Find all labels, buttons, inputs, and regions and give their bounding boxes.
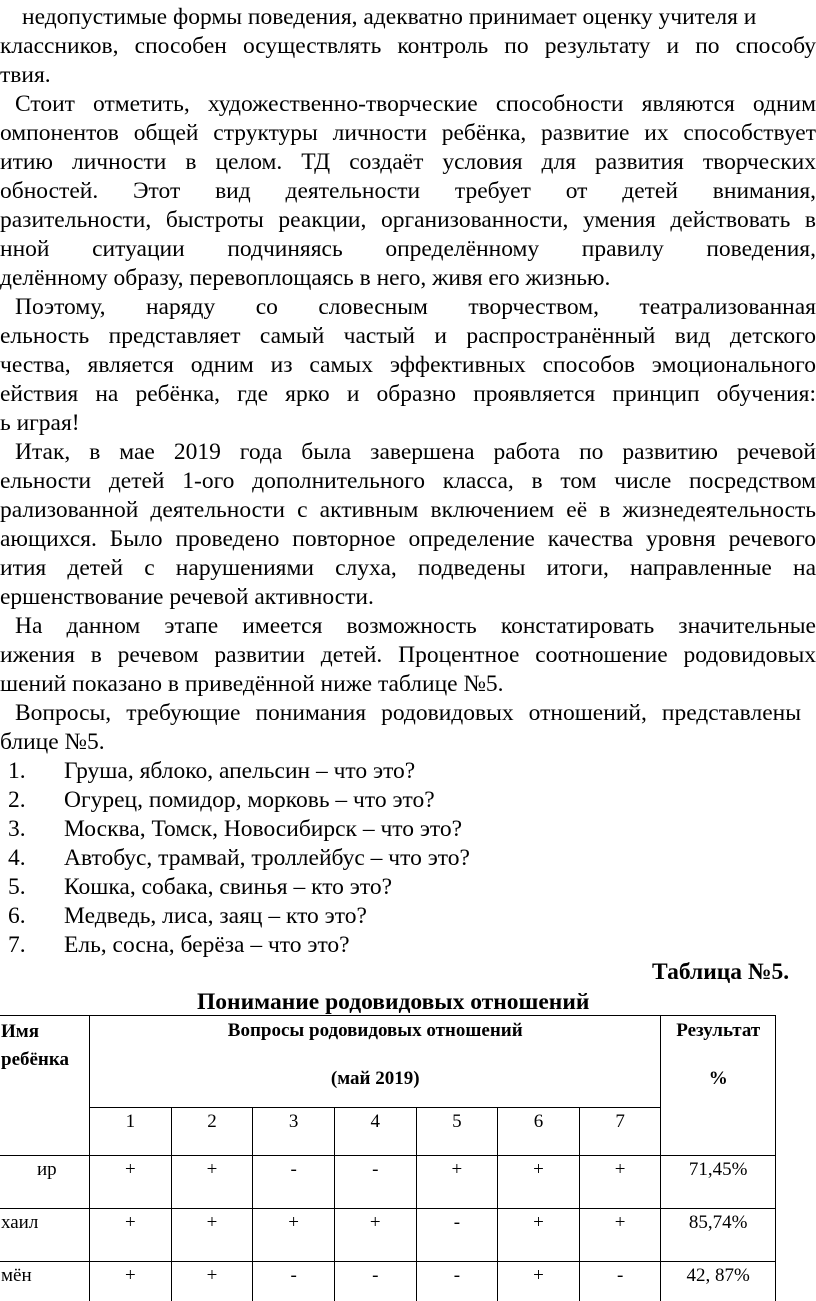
question-number: 3 bbox=[253, 1108, 335, 1156]
list-item: Ель, сосна, берёза – что это? bbox=[64, 932, 350, 958]
result-header-unit: % bbox=[708, 1068, 728, 1089]
result-cell: 85,74% bbox=[661, 1209, 776, 1262]
list-item: Кошка, собака, свинья – кто это? bbox=[64, 874, 393, 900]
answer-cell: + bbox=[579, 1209, 661, 1262]
text-line: Итак, в мае 2019 года была завершена работа по развитию речевой bbox=[15, 439, 816, 465]
list-item: Автобус, трамвай, троллейбус – что это? bbox=[64, 845, 470, 871]
text-line: делённому образу, перевоплощаясь в него, живя его жизнью. bbox=[0, 265, 611, 291]
result-header-title: Результат bbox=[676, 1020, 761, 1041]
text-line: блице №5. bbox=[0, 729, 105, 755]
text-line: ития детей с нарушениями слуха, подведены итоги, направленные на bbox=[0, 555, 816, 581]
questions-header-title: Вопросы родовидовых отношений bbox=[227, 1020, 523, 1041]
answer-cell: + bbox=[334, 1209, 416, 1262]
answer-cell: + bbox=[90, 1262, 172, 1301]
text-line: разительности, быстроты реакции, организованности, умения действовать в bbox=[0, 207, 816, 233]
list-number: 6. bbox=[8, 903, 26, 929]
answer-cell: + bbox=[498, 1209, 580, 1262]
answer-cell: - bbox=[579, 1262, 661, 1301]
text-line: рализованной деятельности с активным включением её в жизнедеятельность bbox=[0, 497, 816, 523]
answer-cell: + bbox=[498, 1156, 580, 1209]
list-item: Медведь, лиса, заяц – кто это? bbox=[64, 903, 367, 929]
list-number: 5. bbox=[8, 874, 26, 900]
answer-cell: - bbox=[416, 1209, 498, 1262]
question-number: 7 bbox=[579, 1108, 661, 1156]
answer-cell: + bbox=[253, 1209, 335, 1262]
answer-cell: + bbox=[171, 1209, 253, 1262]
text-line: ижения в речевом развитии детей. Процентное соотношение родовидовых bbox=[0, 642, 816, 668]
text-line: ершенствование речевой активности. bbox=[0, 584, 374, 610]
answer-cell: + bbox=[171, 1156, 253, 1209]
text-line: ействия на ребёнка, где ярко и образно проявляется принцип обучения: bbox=[0, 381, 816, 407]
text-line: омпонентов общей структуры личности ребёнка, развитие их способствует bbox=[0, 120, 816, 146]
answer-cell: + bbox=[416, 1156, 498, 1209]
text-line: итию личности в целом. ТД создаёт условия для развития творческих bbox=[0, 149, 816, 175]
list-number: 7. bbox=[8, 932, 26, 958]
question-number: 1 bbox=[90, 1108, 172, 1156]
table-row bbox=[0, 1156, 776, 1209]
results-table bbox=[0, 1015, 776, 1301]
child-name bbox=[0, 1156, 90, 1209]
answer-cell: - bbox=[253, 1156, 335, 1209]
text-line: недопустимые формы поведения, адекватно принимает оценку учителя и bbox=[22, 4, 757, 30]
text-line: ь играя! bbox=[0, 410, 80, 436]
child-name-text: мён bbox=[1, 1265, 32, 1286]
answer-cell: - bbox=[416, 1262, 498, 1301]
text-line: Вопросы, требующие понимания родовидовых отношений, представлены bbox=[15, 700, 801, 726]
answer-cell: - bbox=[253, 1262, 335, 1301]
text-line: ающихся. Было проведено повторное определение качества уровня речевого bbox=[0, 526, 816, 552]
list-number: 4. bbox=[8, 845, 26, 871]
child-name-text: хаил bbox=[1, 1212, 39, 1233]
answer-cell: + bbox=[90, 1209, 172, 1262]
text-line: нной ситуации подчиняясь определённому правилу поведения, bbox=[0, 236, 816, 262]
list-item: Огурец, помидор, морковь – что это? bbox=[64, 787, 435, 813]
result-cell: 71,45% bbox=[661, 1156, 776, 1209]
text-line: шений показано в приведённой ниже таблице №5. bbox=[0, 671, 504, 697]
questions-header-date: (май 2019) bbox=[330, 1068, 420, 1089]
answer-cell: + bbox=[171, 1262, 253, 1301]
list-item: Москва, Томск, Новосибирск – что это? bbox=[64, 816, 463, 842]
text-line: чества, является одним из самых эффективных способов эмоционального bbox=[0, 352, 816, 378]
list-number: 1. bbox=[8, 758, 26, 784]
text-line: Поэтому, наряду со словесным творчеством, театрализованная bbox=[15, 294, 816, 320]
text-line: Стоит отметить, художественно-творческие способности являются одним bbox=[15, 91, 816, 117]
result-cell: 42, 87% bbox=[661, 1262, 776, 1301]
text-line: ельность представляет самый частый и распространённый вид детского bbox=[0, 323, 816, 349]
list-number: 2. bbox=[8, 787, 26, 813]
result-header bbox=[661, 1016, 776, 1156]
table-row bbox=[0, 1262, 776, 1301]
questions-header bbox=[90, 1016, 661, 1108]
child-name-text: ир bbox=[37, 1159, 57, 1180]
list-item: Груша, яблоко, апельсин – что это? bbox=[64, 758, 416, 784]
text-line: На данном этапе имеется возможность констатировать значительные bbox=[15, 613, 816, 639]
answer-cell: + bbox=[90, 1156, 172, 1209]
name-header-text: Имя ребёнка bbox=[1, 1021, 70, 1070]
table-title: Понимание родовидовых отношений bbox=[197, 989, 590, 1015]
text-line: ельности детей 1-ого дополнительного класса, в том числе посредством bbox=[0, 468, 816, 494]
question-number: 5 bbox=[416, 1108, 498, 1156]
child-name bbox=[0, 1262, 90, 1301]
text-line: твия. bbox=[0, 62, 51, 88]
question-number: 4 bbox=[334, 1108, 416, 1156]
text-line: классников, способен осуществлять контроль по результату и по способу bbox=[0, 33, 816, 59]
list-number: 3. bbox=[8, 816, 26, 842]
answer-cell: - bbox=[334, 1156, 416, 1209]
question-number: 2 bbox=[171, 1108, 253, 1156]
table-row bbox=[0, 1209, 776, 1262]
name-header bbox=[0, 1016, 90, 1156]
text-line: обностей. Этот вид деятельности требует от детей внимания, bbox=[0, 178, 816, 204]
answer-cell: + bbox=[579, 1156, 661, 1209]
answer-cell: - bbox=[334, 1262, 416, 1301]
child-name bbox=[0, 1209, 90, 1262]
table-label: Таблица №5. bbox=[652, 959, 790, 985]
question-number: 6 bbox=[498, 1108, 580, 1156]
answer-cell: + bbox=[498, 1262, 580, 1301]
